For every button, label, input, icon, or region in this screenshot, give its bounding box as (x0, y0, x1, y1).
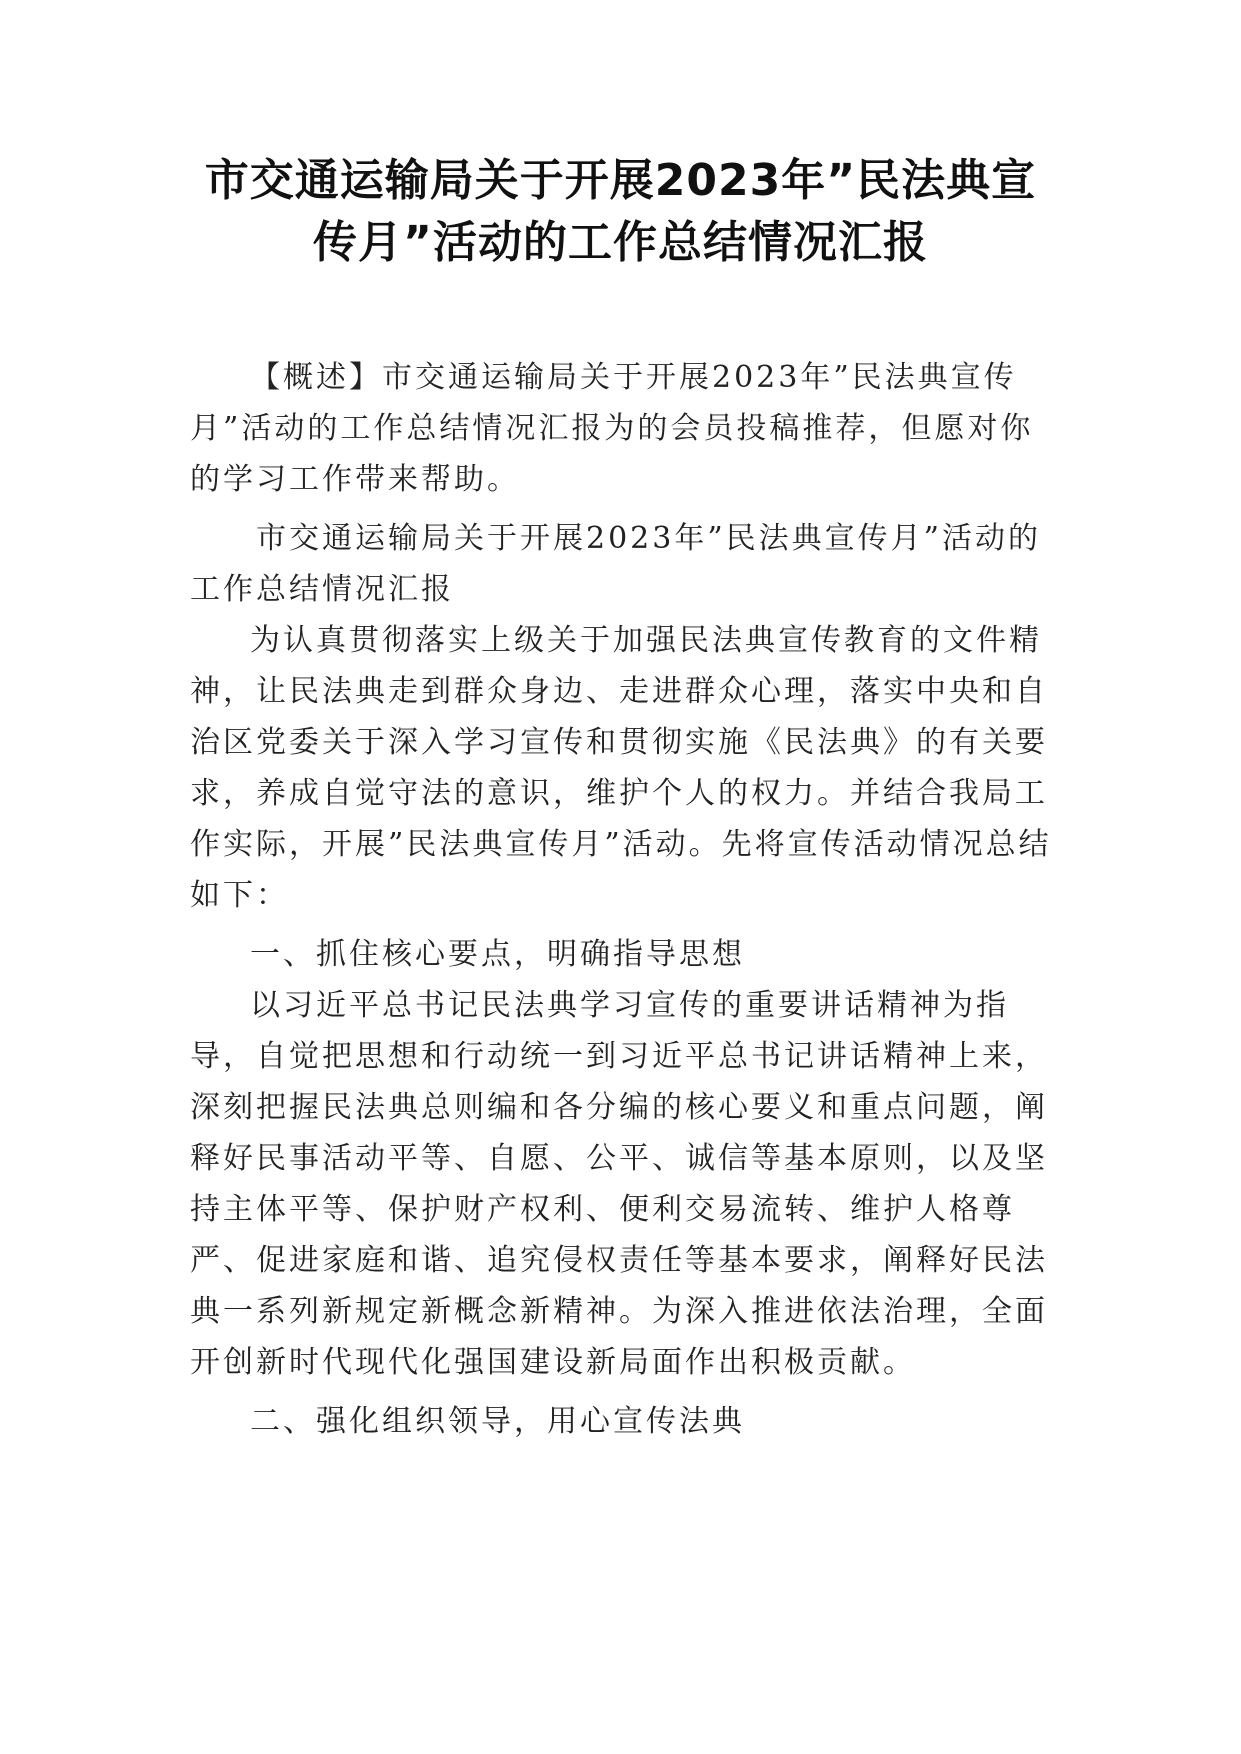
document-body (190, 352, 1052, 1447)
repeated-title-paragraph: 市交通运输局关于开展2023年”民法典宣传月”活动的工作总结情况汇报 (190, 521, 1042, 607)
section-1-heading: 一、抓住核心要点，明确指导思想 (250, 937, 745, 972)
section-1-paragraph: 以习近平总书记民法典学习宣传的重要讲话精神为指导，自觉把思想和行动统一到习近平总书记讲话精神上来，深刻把握民法典总则编和各分编的核心要义和重点问题，阐释好民事活动平等、自愿、公平、诚信等基本原则，以及坚持主体平等、保护财产权利、便利交易流转、维护人格尊严、促进家庭和谐、追究侵权责任等基本要求，阐释好民法典一系列新规定新概念新精神。为深入推进依法治理，全面开创新时代现代化强国建设新局面作出积极贡献。 (190, 988, 1048, 1380)
intro-paragraph: 为认真贯彻落实上级关于加强民法典宣传教育的文件精神，让民法典走到群众身边、走进群众心理，落实中央和自治区党委关于深入学习宣传和贯彻实施《民法典》的有关要求，养成自觉守法的意识，维护个人的权力。并结合我局工作实际，开展”民法典宣传月”活动。先将宣传活动情况总结如下： (190, 623, 1052, 913)
summary-paragraph: 【概述】市交通运输局关于开展2023年”民法典宣传月”活动的工作总结情况汇报为的会员投稿推荐，但愿对你的学习工作带来帮助。 (190, 360, 1034, 497)
title-line-2: 传月”活动的工作总结情况汇报 (313, 217, 928, 268)
title-line-1: 市交通运输局关于开展2023年”民法典宣 (204, 155, 1037, 206)
section-2-heading: 二、强化组织领导，用心宣传法典 (250, 1404, 745, 1439)
document-title (150, 150, 1091, 274)
